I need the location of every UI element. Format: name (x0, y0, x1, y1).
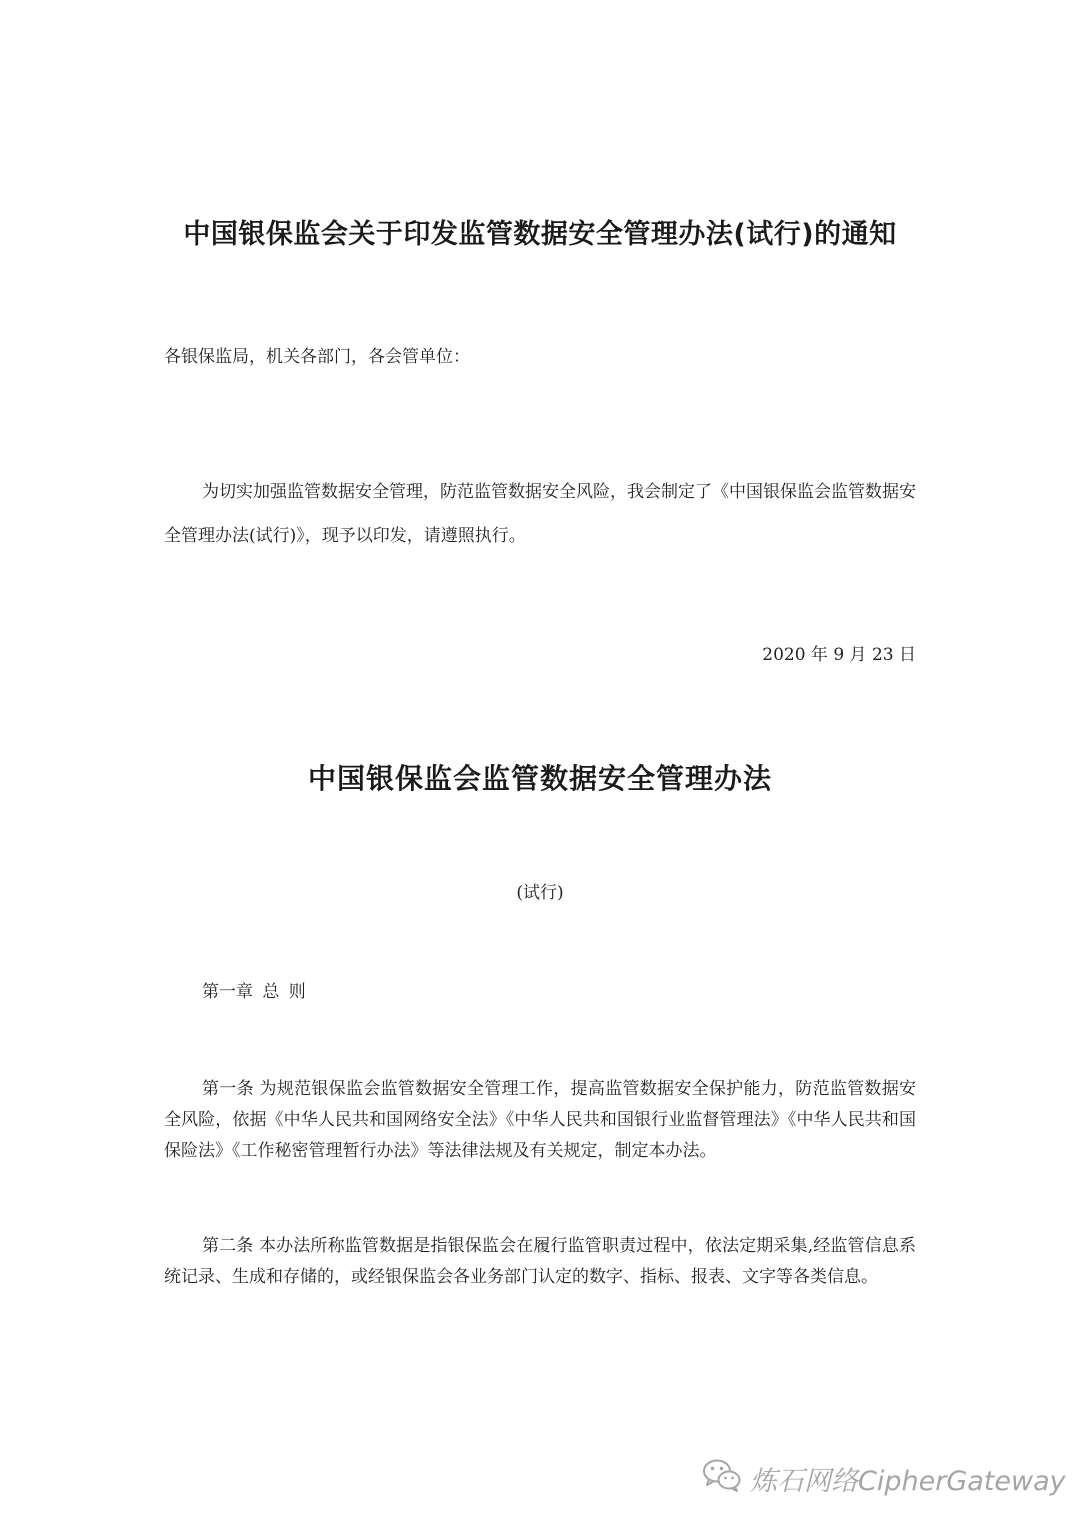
article-1: 第一条 为规范银保监会监管数据安全管理工作，提高监管数据安全保护能力，防范监管数据安全风险，依据《中华人民共和国网络安全法》《中华人民共和国银行业监督管理法》《中华人民共和国保险法》《工作秘密管理暂行办法》等法律法规及有关规定，制定本办法。 (164, 1079, 916, 1161)
watermark-text: 炼石网络CipherGateway (750, 1466, 1066, 1497)
wechat-icon (702, 1458, 742, 1499)
notice-date: 2020 年 9 月 23 日 (762, 645, 916, 665)
chapter-heading: 第一章 总 则 (202, 982, 306, 1002)
notice-salutation: 各银保监局，机关各部门，各会管单位： (164, 347, 470, 367)
notice-title: 中国银保监会关于印发监管数据安全管理办法(试行)的通知 (183, 219, 897, 250)
notice-paragraph: 为切实加强监管数据安全管理，防范监管数据安全风险，我会制定了《中国银保监会监管数据安全管理办法(试行)》，现予以印发，请遵照执行。 (164, 482, 916, 546)
watermark (702, 1458, 1066, 1499)
article-2: 第二条 本办法所称监管数据是指银保监会在履行监管职责过程中，依法定期采集,经监管信息系统记录、生成和存储的，或经银保监会各业务部门认定的数字、指标、报表、文字等各类信息。 (164, 1236, 916, 1287)
regulation-subtitle: (试行) (516, 883, 564, 903)
regulation-title: 中国银保监会监管数据安全管理办法 (307, 762, 772, 795)
